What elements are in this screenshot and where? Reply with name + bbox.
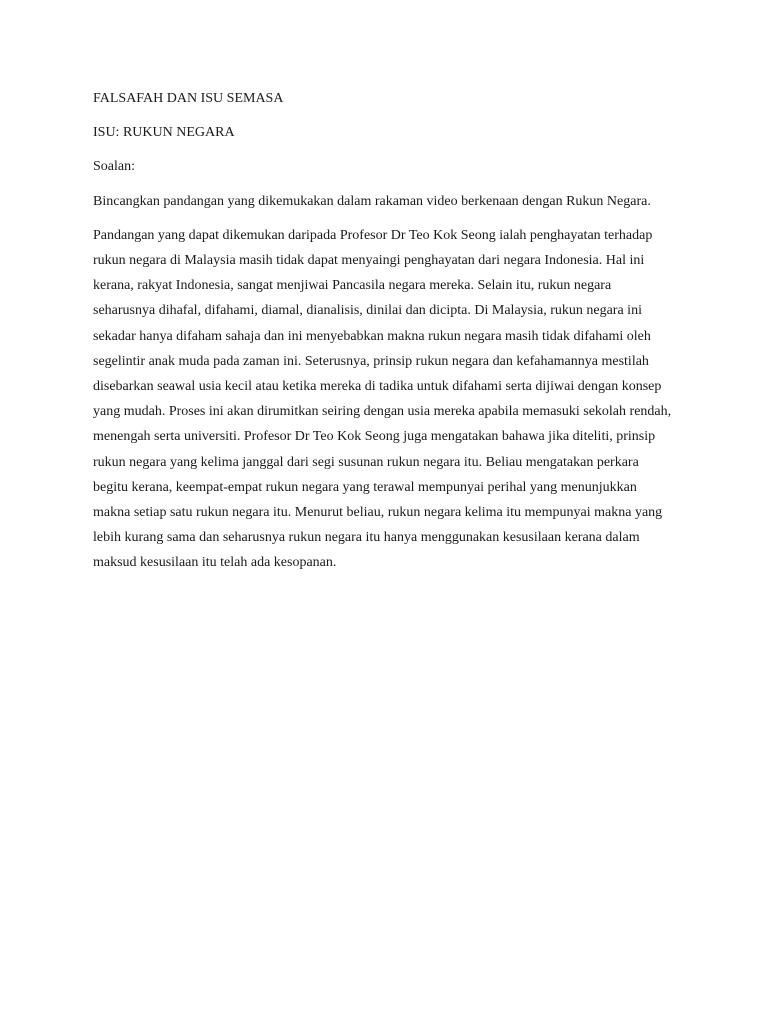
- question-text: Bincangkan pandangan yang dikemukakan dalam rakaman video berkenaan dengan Rukun Negara.: [93, 193, 651, 209]
- document-content: [93, 86, 675, 585]
- document-heading: FALSAFAH DAN ISU SEMASA: [93, 91, 284, 106]
- answer-paragraph: Pandangan yang dapat dikemukan daripada Profesor Dr Teo Kok Seong ialah penghayatan terhadap rukun negara di Malaysia masih tidak dapat menyaingi penghayatan dari negara Indonesia. Hal ini kerana, rakyat Indonesia, sangat menjiwai Pancasila negara mereka. Selain itu, rukun negara seharusnya dihafal, difahami, diamal, dianalisis, dinilai dan dicipta. Di Malaysia, rukun negara ini sekadar hanya difaham sahaja dan ini menyebabkan makna rukun negara masih tidak difahami oleh segelintir anak muda pada zaman ini. Seterusnya, prinsip rukun negara dan kefahamannya mestilah disebarkan seawal usia kecil atau ketika mereka di tadika untuk difahami serta dijiwai dengan konsep yang mudah. Proses ini akan dirumitkan seiring dengan usia mereka apabila memasuki sekolah rendah, menengah serta universiti. Profesor Dr Teo Kok Seong juga mengatakan bahawa jika diteliti, prinsip rukun negara yang kelima janggal dari segi susunan rukun negara itu. Beliau mengatakan perkara begitu kerana, keempat-empat rukun negara yang terawal mempunyai perihal yang menunjukkan makna setiap satu rukun negara itu. Menurut beliau, rukun negara kelima itu mempunyai makna yang lebih kurang sama dan seharusnya rukun negara itu hanya menggunakan kesusilaan kerana dalam maksud kesusilaan itu telah ada kesopanan.: [93, 227, 672, 571]
- issue-title: ISU: RUKUN NEGARA: [93, 125, 235, 141]
- question-label: Soalan:: [93, 159, 135, 175]
